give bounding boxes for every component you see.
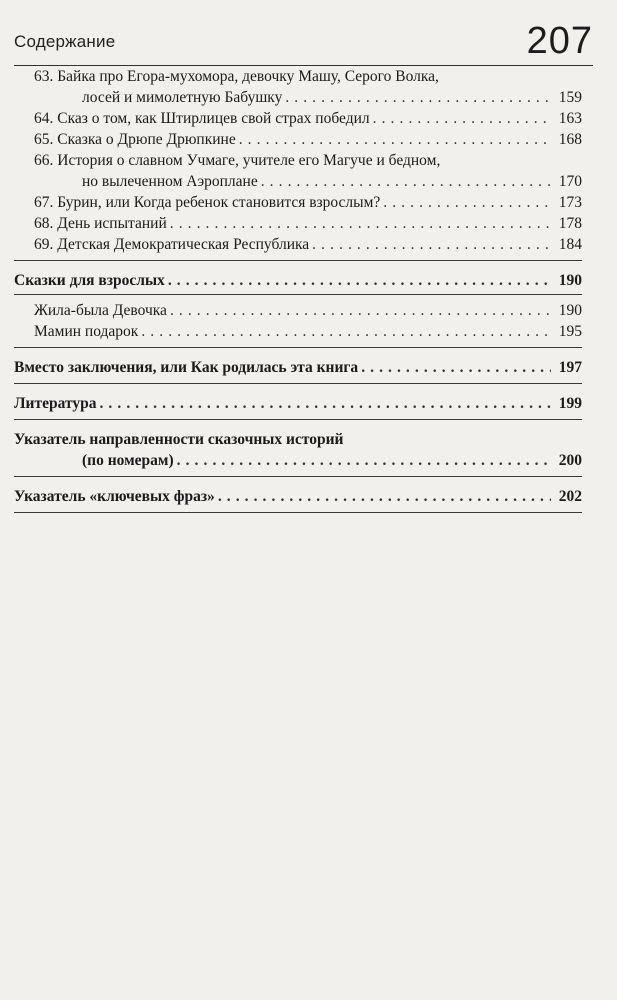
section-divider: [14, 476, 582, 477]
dot-leader: [312, 234, 551, 255]
toc-entry-label: Жила-была Девочка: [34, 302, 167, 319]
dot-leader: [218, 486, 551, 507]
table-of-contents: [14, 66, 582, 522]
dot-leader: [177, 450, 551, 471]
toc-entry-page: 173: [558, 194, 582, 211]
toc-entry-label: 64. Сказ о том, как Штирлицев свой страх победил: [34, 110, 370, 127]
toc-entry-girl: [14, 300, 582, 321]
dot-leader: [168, 270, 551, 291]
dot-leader: [285, 87, 551, 108]
toc-entry-label: лосей и мимолетную Бабушку: [82, 89, 283, 106]
section-name: Содержание: [14, 32, 116, 51]
toc-entry-66-line1: 66. История о славном Учмаге, учителе его Магуче и бедном,: [34, 152, 441, 169]
dot-leader: [170, 300, 551, 321]
dot-leader: [239, 129, 551, 150]
toc-entry-label: 67. Бурин, или Когда ребенок становится взрослым?: [34, 194, 381, 211]
toc-section-title: Указатель «ключевых фраз»: [14, 488, 215, 505]
toc-section-title: Вместо заключения, или Как родилась эта книга: [14, 359, 359, 376]
toc-entry-label: 68. День испытаний: [34, 215, 167, 232]
dot-leader: [361, 357, 551, 378]
dot-leader: [261, 171, 551, 192]
toc-entry-66: [14, 171, 582, 192]
toc-section-title: Литература: [14, 395, 97, 412]
dot-leader: [141, 321, 551, 342]
toc-entry-67: [14, 192, 582, 213]
page-header: [14, 22, 593, 64]
section-divider: [14, 383, 582, 384]
toc-entry-page: 199: [558, 395, 582, 412]
section-divider: [14, 419, 582, 420]
toc-section-index-phrases: [14, 486, 582, 507]
toc-entry-page: 184: [558, 236, 582, 253]
toc-entry-page: 200: [558, 452, 582, 469]
toc-entry-label: но вылеченном Аэроплане: [82, 173, 258, 190]
toc-entry-65: [14, 129, 582, 150]
toc-entry-page: 195: [558, 323, 582, 340]
dot-leader: [170, 213, 551, 234]
toc-section-literature: [14, 393, 582, 414]
section-divider: [14, 294, 582, 295]
toc-entry-63-line1: 63. Байка про Егора-мухомора, девочку Машу, Серого Волка,: [34, 68, 439, 85]
page-number: 207: [526, 20, 593, 62]
dot-leader: [99, 393, 551, 414]
section-divider: [14, 347, 582, 348]
toc-entry-page: 163: [558, 110, 582, 127]
section-divider: [14, 512, 582, 513]
dot-leader: [383, 192, 551, 213]
toc-entry-64: [14, 108, 582, 129]
toc-entry-63: [14, 87, 582, 108]
toc-entry-mothers-gift: [14, 321, 582, 342]
toc-section-index-directions-line1: Указатель направленности сказочных историй: [14, 431, 344, 448]
toc-section-conclusion: [14, 357, 582, 378]
toc-entry-68: [14, 213, 582, 234]
toc-entry-page: 190: [558, 302, 582, 319]
toc-entry-69: [14, 234, 582, 255]
toc-entry-page: 197: [558, 359, 582, 376]
toc-entry-page: 178: [558, 215, 582, 232]
toc-section-title: (по номерам): [82, 452, 174, 469]
toc-entry-page: 202: [558, 488, 582, 505]
dot-leader: [373, 108, 551, 129]
toc-section-title: Сказки для взрослых: [14, 272, 165, 289]
toc-entry-label: 69. Детская Демократическая Республика: [34, 236, 310, 253]
toc-entry-page: 170: [558, 173, 582, 190]
toc-entry-page: 159: [558, 89, 582, 106]
toc-entry-page: 190: [558, 272, 582, 289]
toc-entry-label: 65. Сказка о Дрюпе Дрюпкине: [34, 131, 236, 148]
section-divider: [14, 260, 582, 261]
toc-section-index-directions: [14, 450, 582, 471]
toc-entry-page: 168: [558, 131, 582, 148]
toc-section-adults: [14, 270, 582, 291]
toc-entry-label: Мамин подарок: [34, 323, 139, 340]
